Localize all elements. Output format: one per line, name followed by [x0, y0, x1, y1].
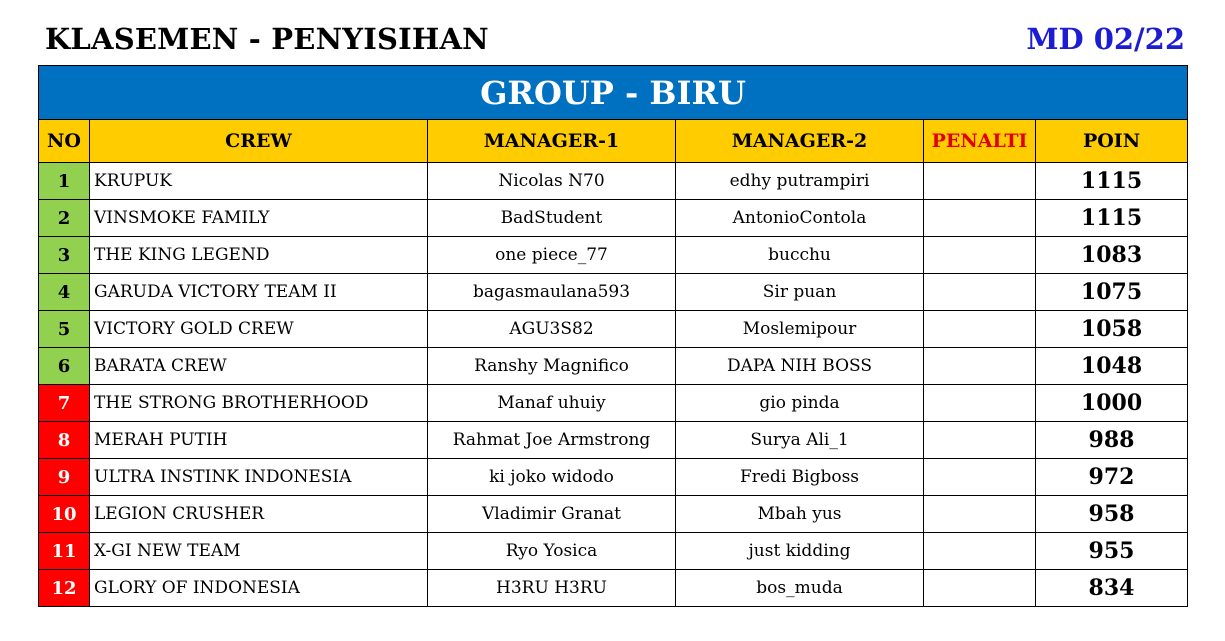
crew-name-cell: VICTORY GOLD CREW: [90, 311, 428, 348]
manager-2-cell: DAPA NIH BOSS: [676, 348, 924, 385]
crew-name-cell: VINSMOKE FAMILY: [90, 200, 428, 237]
table-row: [39, 422, 1188, 459]
poin-cell: 972: [1036, 459, 1188, 496]
manager-2-cell: gio pinda: [676, 385, 924, 422]
group-title: GROUP - BIRU: [39, 66, 1188, 120]
manager-2-cell: just kidding: [676, 533, 924, 570]
table-row: [39, 348, 1188, 385]
manager-2-cell: edhy putrampiri: [676, 163, 924, 200]
manager-2-cell: Fredi Bigboss: [676, 459, 924, 496]
crew-name-cell: MERAH PUTIH: [90, 422, 428, 459]
manager-1-cell: Vladimir Granat: [428, 496, 676, 533]
rank-cell: 4: [39, 274, 90, 311]
manager-1-cell: BadStudent: [428, 200, 676, 237]
penalti-cell: [924, 496, 1036, 533]
manager-2-cell: Moslemipour: [676, 311, 924, 348]
page-title: KLASEMEN - PENYISIHAN: [45, 22, 489, 56]
penalti-cell: [924, 311, 1036, 348]
manager-1-cell: Ryo Yosica: [428, 533, 676, 570]
manager-1-cell: bagasmaulana593: [428, 274, 676, 311]
manager-1-cell: ki joko widodo: [428, 459, 676, 496]
rank-cell: 12: [39, 570, 90, 607]
manager-1-cell: Nicolas N70: [428, 163, 676, 200]
penalti-cell: [924, 237, 1036, 274]
table-row: [39, 311, 1188, 348]
rank-cell: 2: [39, 200, 90, 237]
penalti-cell: [924, 422, 1036, 459]
column-header-manager-1: MANAGER-1: [428, 120, 676, 163]
crew-name-cell: X-GI NEW TEAM: [90, 533, 428, 570]
rank-cell: 5: [39, 311, 90, 348]
manager-1-cell: Manaf uhuiy: [428, 385, 676, 422]
penalti-cell: [924, 385, 1036, 422]
table-row: [39, 385, 1188, 422]
crew-name-cell: BARATA CREW: [90, 348, 428, 385]
group-header-row: [39, 66, 1188, 120]
poin-cell: 1048: [1036, 348, 1188, 385]
crew-name-cell: GLORY OF INDONESIA: [90, 570, 428, 607]
poin-cell: 1083: [1036, 237, 1188, 274]
rank-cell: 1: [39, 163, 90, 200]
crew-name-cell: THE KING LEGEND: [90, 237, 428, 274]
matchday-label: MD 02/22: [1026, 22, 1185, 56]
rank-cell: 6: [39, 348, 90, 385]
poin-cell: 1115: [1036, 200, 1188, 237]
column-header-manager-2: MANAGER-2: [676, 120, 924, 163]
rank-cell: 9: [39, 459, 90, 496]
manager-1-cell: Rahmat Joe Armstrong: [428, 422, 676, 459]
standings-body: [39, 163, 1188, 607]
table-row: [39, 274, 1188, 311]
manager-1-cell: AGU3S82: [428, 311, 676, 348]
penalti-cell: [924, 163, 1036, 200]
rank-cell: 11: [39, 533, 90, 570]
rank-cell: 8: [39, 422, 90, 459]
crew-name-cell: THE STRONG BROTHERHOOD: [90, 385, 428, 422]
poin-cell: 1115: [1036, 163, 1188, 200]
column-header-crew: CREW: [90, 120, 428, 163]
table-row: [39, 459, 1188, 496]
poin-cell: 834: [1036, 570, 1188, 607]
table-row: [39, 200, 1188, 237]
manager-1-cell: H3RU H3RU: [428, 570, 676, 607]
table-row: [39, 570, 1188, 607]
crew-name-cell: GARUDA VICTORY TEAM II: [90, 274, 428, 311]
rank-cell: 3: [39, 237, 90, 274]
crew-name-cell: ULTRA INSTINK INDONESIA: [90, 459, 428, 496]
manager-2-cell: Sir puan: [676, 274, 924, 311]
crew-name-cell: LEGION CRUSHER: [90, 496, 428, 533]
manager-2-cell: Surya Ali_1: [676, 422, 924, 459]
table-row: [39, 237, 1188, 274]
manager-2-cell: bos_muda: [676, 570, 924, 607]
poin-cell: 1000: [1036, 385, 1188, 422]
penalti-cell: [924, 570, 1036, 607]
table-row: [39, 163, 1188, 200]
penalti-cell: [924, 200, 1036, 237]
table-row: [39, 496, 1188, 533]
penalti-cell: [924, 533, 1036, 570]
column-header-no: NO: [39, 120, 90, 163]
manager-2-cell: AntonioContola: [676, 200, 924, 237]
column-header-row: [39, 120, 1188, 163]
rank-cell: 7: [39, 385, 90, 422]
manager-1-cell: one piece_77: [428, 237, 676, 274]
poin-cell: 955: [1036, 533, 1188, 570]
poin-cell: 988: [1036, 422, 1188, 459]
penalti-cell: [924, 348, 1036, 385]
poin-cell: 1058: [1036, 311, 1188, 348]
penalti-cell: [924, 459, 1036, 496]
standings-table: [38, 65, 1188, 607]
manager-1-cell: Ranshy Magnifico: [428, 348, 676, 385]
poin-cell: 1075: [1036, 274, 1188, 311]
column-header-penalti: PENALTI: [924, 120, 1036, 163]
rank-cell: 10: [39, 496, 90, 533]
crew-name-cell: KRUPUK: [90, 163, 428, 200]
penalti-cell: [924, 274, 1036, 311]
manager-2-cell: Mbah yus: [676, 496, 924, 533]
manager-2-cell: bucchu: [676, 237, 924, 274]
table-row: [39, 533, 1188, 570]
poin-cell: 958: [1036, 496, 1188, 533]
column-header-poin: POIN: [1036, 120, 1188, 163]
